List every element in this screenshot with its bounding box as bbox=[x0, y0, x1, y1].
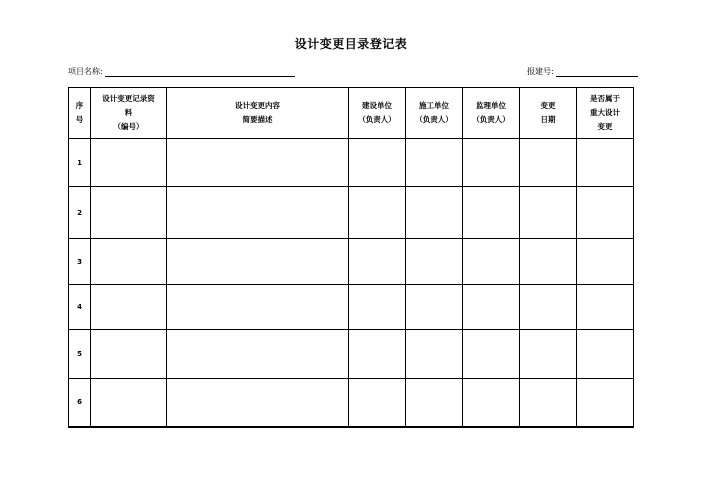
row-number: 1 bbox=[69, 139, 91, 187]
cell-contractor[interactable] bbox=[406, 379, 463, 427]
table-row bbox=[69, 239, 634, 285]
cell-description[interactable] bbox=[167, 239, 349, 285]
row-number: 2 bbox=[69, 187, 91, 239]
table-row bbox=[69, 285, 634, 330]
header-change-date: 变更 日期 bbox=[520, 88, 577, 139]
header-change-description: 设计变更内容 简要描述 bbox=[167, 88, 349, 139]
cell-contractor[interactable] bbox=[406, 239, 463, 285]
cell-owner[interactable] bbox=[349, 379, 406, 427]
table-row bbox=[69, 187, 634, 239]
header-major-change: 是否属于 重大设计 变更 bbox=[577, 88, 634, 139]
cell-date[interactable] bbox=[520, 187, 577, 239]
cell-contractor[interactable] bbox=[406, 330, 463, 379]
header-construction-owner: 建设单位 （负责人） bbox=[349, 88, 406, 139]
cell-major-change[interactable] bbox=[577, 187, 634, 239]
cell-description[interactable] bbox=[167, 285, 349, 330]
cell-owner[interactable] bbox=[349, 330, 406, 379]
cell-major-change[interactable] bbox=[577, 379, 634, 427]
cell-date[interactable] bbox=[520, 330, 577, 379]
cell-date[interactable] bbox=[520, 379, 577, 427]
cell-contractor[interactable] bbox=[406, 285, 463, 330]
cell-owner[interactable] bbox=[349, 139, 406, 187]
cell-major-change[interactable] bbox=[577, 330, 634, 379]
cell-contractor[interactable] bbox=[406, 139, 463, 187]
header-contractor: 施工单位 （负责人） bbox=[406, 88, 463, 139]
cell-description[interactable] bbox=[167, 379, 349, 427]
cell-record-number[interactable] bbox=[91, 285, 167, 330]
cell-supervisor[interactable] bbox=[463, 285, 520, 330]
report-number-label: 报建号: bbox=[527, 67, 554, 76]
cell-record-number[interactable] bbox=[91, 239, 167, 285]
cell-supervisor[interactable] bbox=[463, 187, 520, 239]
table-row bbox=[69, 139, 634, 187]
cell-supervisor[interactable] bbox=[463, 379, 520, 427]
project-name-blank-line bbox=[105, 67, 295, 77]
cell-record-number[interactable] bbox=[91, 187, 167, 239]
cell-supervisor[interactable] bbox=[463, 239, 520, 285]
cell-date[interactable] bbox=[520, 239, 577, 285]
cell-contractor[interactable] bbox=[406, 187, 463, 239]
table-row bbox=[69, 330, 634, 379]
cell-record-number[interactable] bbox=[91, 330, 167, 379]
row-number: 6 bbox=[69, 379, 91, 427]
table-row bbox=[69, 379, 634, 427]
design-change-register-table bbox=[68, 87, 634, 428]
cell-record-number[interactable] bbox=[91, 379, 167, 427]
cell-supervisor[interactable] bbox=[463, 139, 520, 187]
cell-owner[interactable] bbox=[349, 239, 406, 285]
cell-major-change[interactable] bbox=[577, 139, 634, 187]
cell-description[interactable] bbox=[167, 330, 349, 379]
cell-major-change[interactable] bbox=[577, 285, 634, 330]
project-name-label: 项目名称: bbox=[68, 67, 103, 76]
cell-date[interactable] bbox=[520, 139, 577, 187]
cell-supervisor[interactable] bbox=[463, 330, 520, 379]
page-title: 设计变更目录登记表 bbox=[294, 37, 408, 51]
cell-owner[interactable] bbox=[349, 187, 406, 239]
cell-record-number[interactable] bbox=[91, 139, 167, 187]
cell-owner[interactable] bbox=[349, 285, 406, 330]
project-name-field bbox=[68, 66, 295, 77]
cell-description[interactable] bbox=[167, 139, 349, 187]
header-serial-number: 序 号 bbox=[69, 88, 91, 139]
header-supervisor: 监理单位 （负责人） bbox=[463, 88, 520, 139]
cell-description[interactable] bbox=[167, 187, 349, 239]
row-number: 4 bbox=[69, 285, 91, 330]
row-number: 3 bbox=[69, 239, 91, 285]
row-number: 5 bbox=[69, 330, 91, 379]
cell-date[interactable] bbox=[520, 285, 577, 330]
report-number-field bbox=[527, 66, 638, 77]
table-header-row bbox=[69, 88, 634, 139]
report-number-blank-line bbox=[556, 67, 638, 77]
header-change-record-number: 设计变更记录资 料 （编号） bbox=[91, 88, 167, 139]
cell-major-change[interactable] bbox=[577, 239, 634, 285]
